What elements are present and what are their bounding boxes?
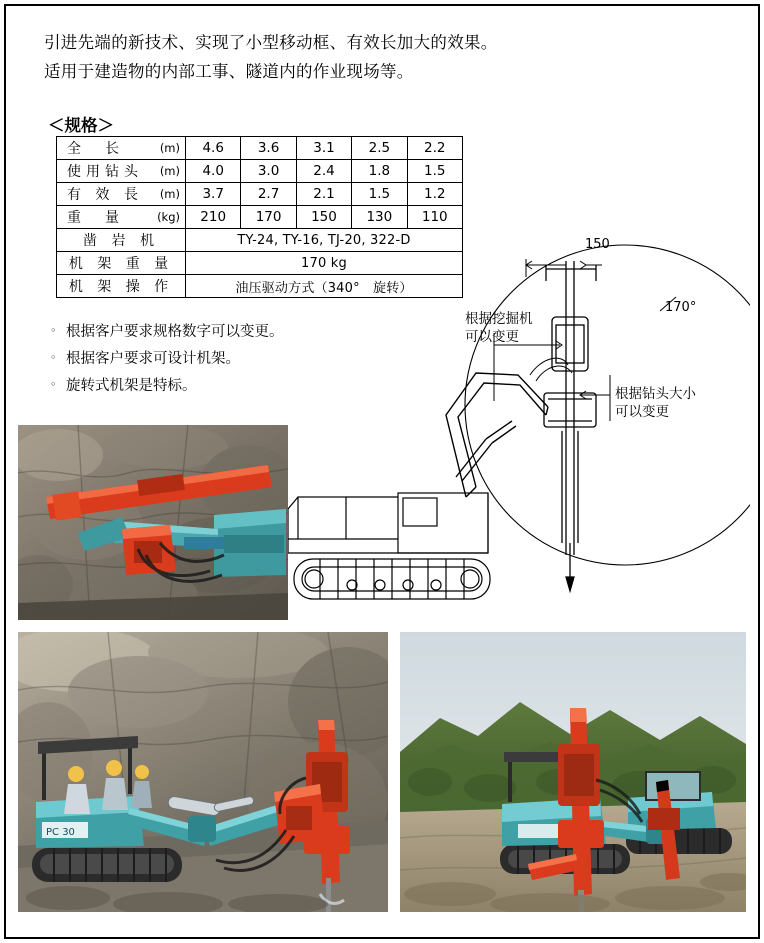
cell-value: 3.7 — [186, 183, 241, 206]
row-unit: (m) — [159, 141, 180, 155]
photo1-machine-base — [214, 509, 286, 577]
cell-value: 2.5 — [352, 137, 407, 160]
row-label: 机 架 重 量 — [68, 256, 174, 272]
row-label: 凿 岩 机 — [83, 233, 159, 249]
row-unit: (kg) — [157, 210, 180, 224]
leader-line-drill — [580, 375, 610, 421]
photo2-svg — [18, 632, 388, 912]
cell-value: 3.0 — [241, 160, 296, 183]
cell-value: TY-24, TY-16, TJ-20, 322-D — [186, 229, 463, 252]
row-label: 全 长 — [67, 141, 124, 157]
list-item — [50, 372, 284, 399]
cell-value: 2.7 — [241, 183, 296, 206]
cell-value: 150 — [296, 206, 351, 229]
bullet-icon: ◦ — [50, 378, 57, 391]
cell-value: 1.2 — [407, 183, 462, 206]
boom-arm — [446, 373, 548, 497]
row-label: 有 效 長 — [67, 187, 143, 203]
intro-line-2: 适用于建造物的内部工事、隧道内的作业现场等。 — [44, 62, 414, 81]
photo1-logo-plate — [184, 537, 224, 549]
technical-diagram — [280, 225, 750, 625]
photo-mini-excavator-with-drill-in-tunnel — [18, 632, 388, 912]
list-item — [50, 345, 284, 372]
row-unit: (m) — [159, 164, 180, 178]
cell-value: 170 kg — [186, 252, 463, 275]
diagram-note-drill — [615, 385, 696, 421]
cell-value: 1.5 — [352, 183, 407, 206]
row-label-cell — [57, 229, 186, 252]
diagram-note-excavator — [465, 310, 533, 346]
cell-value: 1.8 — [352, 160, 407, 183]
bullet-icon: ◦ — [50, 351, 57, 364]
diagram-svg — [280, 225, 750, 625]
spec-heading: ＜规格＞ — [48, 116, 114, 135]
diagram-note-excavator-line-1: 根据挖掘机 — [465, 311, 533, 327]
cell-value: 4.6 — [186, 137, 241, 160]
row-label-cell — [57, 137, 186, 160]
cell-value: 130 — [352, 206, 407, 229]
row-label-cell — [57, 183, 186, 206]
working-radius-arc — [465, 245, 750, 565]
bullet-icon: ◦ — [50, 324, 57, 337]
cell-value: 4.0 — [186, 160, 241, 183]
photo1-svg — [18, 425, 288, 620]
cell-value: 2.4 — [296, 160, 351, 183]
photo2-machine-text: PC 30 — [46, 827, 75, 838]
photo-two-excavators-with-drill-outdoors — [400, 632, 746, 912]
cell-value: 2.2 — [407, 137, 462, 160]
photo3-svg — [400, 632, 746, 912]
intro-text — [44, 28, 734, 86]
diagram-note-drill-line-2: 可以变更 — [615, 404, 669, 420]
row-label: 使用钻头 — [67, 164, 143, 180]
photo-rock-drill-boom-in-tunnel — [18, 425, 288, 620]
cell-value: 210 — [186, 206, 241, 229]
table-row — [57, 160, 463, 183]
drill-guide-frame — [530, 261, 596, 591]
row-unit: (m) — [159, 187, 180, 201]
dimension-label-170: 170° — [665, 300, 697, 315]
cell-value: 油压驱动方式（340° 旋转） — [186, 275, 463, 298]
cell-value: 3.1 — [296, 137, 351, 160]
row-label-cell — [57, 160, 186, 183]
cell-value: 170 — [241, 206, 296, 229]
row-label-cell — [57, 252, 186, 275]
diagram-note-drill-line-1: 根据钻头大小 — [615, 386, 696, 402]
note-text: 根据客户要求可设计机架。 — [66, 351, 240, 367]
cell-value: 110 — [407, 206, 462, 229]
row-label-cell — [57, 206, 186, 229]
cell-value: 1.5 — [407, 160, 462, 183]
table-row — [57, 183, 463, 206]
note-text: 旋转式机架是特标。 — [66, 378, 197, 394]
row-label: 重 量 — [67, 210, 124, 226]
list-item — [50, 318, 284, 345]
row-label-cell — [57, 275, 186, 298]
notes-list — [50, 318, 284, 399]
diagram-note-excavator-line-2: 可以变更 — [465, 329, 519, 345]
cell-value: 3.6 — [241, 137, 296, 160]
cell-value: 2.1 — [296, 183, 351, 206]
note-text: 根据客户要求规格数字可以变更。 — [66, 324, 284, 340]
photo2-tracks — [32, 848, 182, 882]
row-label: 机 架 操 作 — [68, 279, 174, 295]
dimension-150 — [526, 259, 602, 277]
dimension-label-150: 150 — [585, 237, 610, 252]
intro-line-1: 引进先端的新技术、实现了小型移动框、有效长加大的效果。 — [44, 33, 498, 52]
excavator-outline — [288, 493, 490, 599]
table-row — [57, 137, 463, 160]
